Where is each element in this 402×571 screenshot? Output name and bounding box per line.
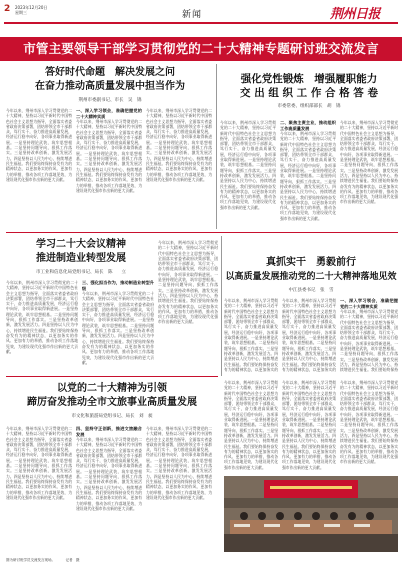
article-1-title-line1: 答好时代命题 解决发展之问	[45, 67, 175, 78]
section-divider	[6, 232, 398, 233]
article-2-col-2: 二、聚焦主责主业，推动组织工作高质量发展 今年以来，荆州市深入学习贯彻党的二十大精神，坚持以习近平新时代中国特色社会主义思想为指导，全面落实省委省政府决策部署，团结带领全市干部群众，笃行实干，奋力推进高质量发展，经济运行稳中向好，各项事业取得新进展。一是坚持理论武装，筑牢思想根基。二是坚持问题导向，狠抓工作落实。三是坚持改革创新，激发发展活力。四是坚持以人民为中心，持续增进民生福祉。我们要始终保持奋发有为的精神状态，以更加务实的作风、更加有力的举措，推动各项工作落地见效，为建设现代化强市作出新的更大贡献。	[280, 120, 336, 221]
article-5-header	[6, 382, 218, 419]
article-1-header	[6, 66, 214, 103]
article-3-title-line2: 推进制造业转型发展	[36, 253, 126, 264]
article-5-col-1: 今年以来，荆州市深入学习贯彻党的二十大精神，坚持以习近平新时代中国特色社会主义思想为指导，全面落实省委省政府决策部署，团结带领全市干部群众，笃行实干，奋力推进高质量发展，经济运行稳中向好，各项事业取得新进展。一是坚持理论武装，筑牢思想根基。二是坚持问题导向，狠抓工作落实。三是坚持改革创新，激发发展活力。四是坚持以人民为中心，持续增进民生福祉。我们要始终保持奋发有为的精神状态，以更加务实的作风、更加有力的举措，推动各项工作落地见效，为建设现代化强市作出新的更大贡献。	[6, 426, 72, 500]
article-2-title-line1: 强化党性锻炼 增强履职能力	[240, 73, 378, 85]
photo-caption: 图为研讨班学员交流发言现场。 记者 摄	[6, 558, 80, 562]
article-2-byline: 市委常委、组织部部长 胡 锦	[277, 104, 341, 109]
article-4-header	[224, 256, 398, 293]
article-3-header	[6, 238, 156, 275]
article-4-col-2: 今年以来，荆州市深入学习贯彻党的二十大精神，坚持以习近平新时代中国特色社会主义思想为指导，全面落实省委省政府决策部署，团结带领全市干部群众，笃行实干，奋力推进高质量发展，经济运行稳中向好，各项事业取得新进展。一是坚持理论武装，筑牢思想根基。二是坚持问题导向，狠抓工作落实。三是坚持改革创新，激发发展活力。四是坚持以人民为中心，持续增进民生福祉。我们要始终保持奋发有为的精神状态，以更加务实的	[282, 298, 336, 372]
article-3-byline: 市工业和信息化局党组书记、局长 陈 立	[36, 270, 126, 275]
article-4-col-4: 今年以来，荆州市深入学习贯彻党的二十大精神，坚持以习近平新时代中国特色社会主义思想为指导，全面落实省委省政府决策部署，团结带领全市干部群众，笃行实干，奋力推进高质量发展，经济运行稳中向好，各项事业取得新进展。一是坚持理论武装，筑牢思想根基。二是坚持问题导向，狠抓工作落实。三是坚持改革创新，激发发展活力。四是坚持以人民为中心，持续增进民生福祉。我们要始终保持奋发有为的精神状态，以更加务实的作风、更加有力的举措，推动各项工作落地见效，为建设现代化强市作出新的更大贡献。	[224, 380, 278, 470]
article-2-title-line2: 交 出 组 织 工 作 合 格 答 卷	[240, 87, 378, 99]
article-2-subhead: 二、聚焦主责主业，推动组织工作高质量发展	[280, 120, 336, 131]
article-3-col-3: 今年以来，荆州市深入学习贯彻党的二十大精神，坚持以习近平新时代中国特色社会主义思想为指导，全面落实省委省政府决策部署，团结带领全市干部群众，笃行实干，奋力推进高质量发展，经济运行稳中向好，各项事业取得新进展。一是坚持理论武装，筑牢思想根基。二是坚持问题导向，狠抓工作落实。三是坚持改革创新，激发发展活力。四是坚持以人民为中心，持续增进民生福祉。我们要始终保持奋发有为的精神状态，以更加务实的作风、更加有力的举措，推动各项工作落地见效，为建设现代化强市作出新的更大贡献。	[158, 240, 218, 325]
article-2-col-1: 今年以来，荆州市深入学习贯彻党的二十大精神，坚持以习近平新时代中国特色社会主义思想为指导，全面落实省委省政府决策部署，团结带领全市干部群众，笃行实干，奋力推进高质量发展，经济运行稳中向好，各项事业取得新进展。一是坚持理论武装，筑牢思想根基。二是坚持问题导向，狠抓工作落实。三是坚持改革创新，激发发展活力。四是坚持以人民为中心，持续增进民生福祉。我们要始终保持奋发有为的精神状态，以更加务实的作风、更加有力的举措，推动各项工作落地见效，为建设现代化强市作出新的更大贡献。	[220, 120, 276, 210]
article-3-col-2: 三、强化担当作为，推动制造业转型升级 今年以来，荆州市深入学习贯彻党的二十大精神，坚持以习近平新时代中国特色社会主义思想为指导，全面落实省委省政府决策部署，团结带领全市干部群众，笃行实干，奋力推进高质量发展，经济运行稳中向好，各项事业取得新进展。一是坚持理论武装，筑牢思想根基。二是坚持问题导向，狠抓工作落实。三是坚持改革创新，激发发展活力。四是坚持以人民为中心，持续增进民生福祉。我们要始终保持奋发有为的精神状态，以更加务实的作风、更加有力的举措，推动各项工作落地见效，为建设现代化强市作出新的更大贡献。	[82, 280, 154, 365]
article-4-col-5: 今年以来，荆州市深入学习贯彻党的二十大精神，坚持以习近平新时代中国特色社会主义思想为指导，全面落实省委省政府决策部署，团结带领全市干部群众，笃行实干，奋力推进高质量发展，经济运行稳中向好，各项事业取得新进展。一是坚持理论武装，筑牢思想根基。二是坚持问题导向，狠抓工作落实。三是坚持改革创新，激发发展活力。四是坚持以人民为中心，持续增进民生福祉。我们要始终保持奋发有为的精神状态，以更加务实的作风、更加有力的举措，推动各项工作落地见效，为建设现代化强市作出新的更大贡献。	[282, 380, 336, 470]
article-4-col-3: 一、深入学习领会，准确把握党的二十大精神实质 今年以来，荆州市深入学习贯彻党的二十大精神，坚持以习近平新时代中国特色社会主义思想为指导，全面落实省委省政府决策部署，团结带领全市干部群众，笃行实干，奋力推进高质量发展，经济运行稳中向好，各项事业取得新进展。一是坚持理论武装，筑牢思想根基。二是坚持问题导向，狠抓工作落实。三是坚持改革创新，激发发展活力。四是坚持以人民为中心，持续增进民生福祉。我们要始终保持	[340, 298, 398, 372]
article-1-subhead: 一、深入学习领会，准确把握党的二十大精神实质	[76, 108, 142, 119]
newspaper-logo: 荆州日报	[330, 7, 381, 22]
banner-headline: 市管主要领导干部学习贯彻党的二十大精神专题研讨班交流发言	[0, 37, 402, 61]
article-1-byline: 荆州市委副书记、市长 吴 锦	[78, 98, 142, 103]
article-3-subhead: 三、强化担当作为，推动制造业转型升级	[82, 280, 154, 291]
article-2-header	[220, 72, 398, 109]
article-5-col-3: 今年以来，荆州市深入学习贯彻党的二十大精神，坚持以习近平新时代中国特色社会主义思想为指导，全面落实省委省政府决策部署，团结带领全市干部群众，笃行实干，奋力推进高质量发展，经济运行稳中向好，各项事业取得新进展。一是坚持理论武装，筑牢思想根基。二是坚持问题导向，狠抓工作落实。三是坚持改革创新，激发发展活力。四是坚持以人民为中心，持续增进民生福祉。我们要始终保持奋发有为的精神状态，以更加务实的作风、更加有力的举措，推动各项工作落地见效，为建设现代化强市作出新的更大贡献。	[146, 426, 212, 500]
article-4-col-1: 今年以来，荆州市深入学习贯彻党的二十大精神，坚持以习近平新时代中国特色社会主义思想为指导，全面落实省委省政府决策部署，团结带领全市干部群众，笃行实干，奋力推进高质量发展，经济运行稳中向好，各项事业取得新进展。一是坚持理论武装，筑牢思想根基。二是坚持问题导向，狠抓工作落实。三是坚持改革创新，激发发展活力。四是坚持以人民为中心，持续增进民生福祉。我们要始终保持奋发有为的精神状态，以更加务实的	[224, 298, 278, 372]
article-5-title-line2: 蹄厉奋发推动全市文旅事业高质量发展	[27, 397, 197, 408]
article-2-col-3: 今年以来，荆州市深入学习贯彻党的二十大精神，坚持以习近平新时代中国特色社会主义思想为指导，全面落实省委省政府决策部署，团结带领全市干部群众，笃行实干，奋力推进高质量发展，经济运行稳中向好，各项事业取得新进展。一是坚持理论武装，筑牢思想根基。二是坚持问题导向，狠抓工作落实。三是坚持改革创新，激发发展活力。四是坚持以人民为中心，持续增进民生福祉。我们要始终保持奋发有为的精神状态，以更加务实的作风、更加有力的举措，推动各项工作落地见效，为建设现代化强市作出新的更大贡献。	[340, 120, 398, 205]
article-5-byline: 市文化和旅游局党组书记、局长 刘 昶	[71, 414, 153, 419]
issue-date: 2023年12月20日 星期三	[15, 5, 48, 15]
masthead	[0, 0, 402, 32]
article-1-title-line2: 在奋力推动高质量发展中担当作为	[35, 81, 185, 92]
article-4-byline: 中江县委书记 张 雪	[288, 288, 334, 293]
article-1-col-2: 一、深入学习领会，准确把握党的二十大精神实质 今年以来，荆州市深入学习贯彻党的二十大精神，坚持以习近平新时代中国特色社会主义思想为指导，全面落实省委省政府决策部署，团结带领全市干部群众，笃行实干，奋力推进高质量发展，经济运行稳中向好，各项事业取得新进展。一是坚持理论武装，筑牢思想根基。二是坚持问题导向，狠抓工作落实。三是坚持改革创新，激发发展活力。四是坚持以人民为中心，持续增进民生福祉。我们要始终保持奋发有为的精神状态，以更加务实的作风、更加有力的举措，推动各项工作落地见效，为建设现代化强市作出新的更大贡献。	[76, 108, 142, 193]
section-divider	[6, 376, 218, 377]
article-5-subhead: 四、坚持守正创新，推进文旅融合发展	[76, 426, 142, 437]
article-1-col-3: 今年以来，荆州市深入学习贯彻党的二十大精神，坚持以习近平新时代中国特色社会主义思想为指导，全面落实省委省政府决策部署，团结带领全市干部群众，笃行实干，奋力推进高质量发展，经济运行稳中向好，各项事业取得新进展。一是坚持理论武装，筑牢思想根基。二是坚持问题导向，狠抓工作落实。三是坚持改革创新，激发发展活力。四是坚持以人民为中心，持续增进民生福祉。我们要始终保持奋发有为的精神状态，以更加务实的作风、更加有力的举措，推动各项工作落地见效，为建设现代化强市作出新的更大贡献。	[146, 108, 212, 182]
page-number: 2	[4, 4, 11, 14]
article-3-title-line1: 学习二十大会议精神	[36, 239, 126, 250]
article-3-col-1: 今年以来，荆州市深入学习贯彻党的二十大精神，坚持以习近平新时代中国特色社会主义思想为指导，全面落实省委省政府决策部署，团结带领全市干部群众，笃行实干，奋力推进高质量发展，经济运行稳中向好，各项事业取得新进展。一是坚持理论武装，筑牢思想根基。二是坚持问题导向，狠抓工作落实。三是坚持改革创新，激发发展活力。四是坚持以人民为中心，持续增进民生福祉。我们要始终保持奋发有为的精神状态，以更加务实的作风、更加有力的举措，推动各项工作落地见效，为建设现代化强市作出新的更大贡献。	[6, 280, 78, 354]
masthead-rule	[4, 22, 398, 24]
article-4-subhead: 一、深入学习领会，准确把握党的二十大精神实质	[340, 298, 398, 309]
article-5-col-2: 四、坚持守正创新，推进文旅融合发展 今年以来，荆州市深入学习贯彻党的二十大精神，坚持以习近平新时代中国特色社会主义思想为指导，全面落实省委省政府决策部署，团结带领全市干部群众，笃行实干，奋力推进高质量发展，经济运行稳中向好，各项事业取得新进展。一是坚持理论武装，筑牢思想根基。二是坚持问题导向，狠抓工作落实。三是坚持改革创新，激发发展活力。四是坚持以人民为中心，持续增进民生福祉。我们要始终保持奋发有为的精神状态，以更加务实的作风、更加有力的举措，推动各项工作落地见效，为建设现代化强市作出新的更大贡献。	[76, 426, 142, 511]
column-divider	[221, 236, 222, 376]
column-divider	[216, 64, 217, 229]
event-photo	[224, 476, 398, 552]
article-4-title-line2: 以高质量发展推动党的二十大精神落地见效	[225, 272, 397, 282]
section-label: 新闻	[182, 10, 203, 20]
article-1-col-1: 今年以来，荆州市深入学习贯彻党的二十大精神，坚持以习近平新时代中国特色社会主义思想为指导，全面落实省委省政府决策部署，团结带领全市干部群众，笃行实干，奋力推进高质量发展，经济运行稳中向好，各项事业取得新进展。一是坚持理论武装，筑牢思想根基。二是坚持问题导向，狠抓工作落实。三是坚持改革创新，激发发展活力。四是坚持以人民为中心，持续增进民生福祉。我们要始终保持奋发有为的精神状态，以更加务实的作风、更加有力的举措，推动各项工作落地见效，为建设现代化强市作出新的更大贡献。	[6, 108, 72, 182]
article-4-col-6: 今年以来，荆州市深入学习贯彻党的二十大精神，坚持以习近平新时代中国特色社会主义思想为指导，全面落实省委省政府决策部署，团结带领全市干部群众，笃行实干，奋力推进高质量发展，经济运行稳中向好，各项事业取得新进展。一是坚持理论武装，筑牢思想根基。二是坚持问题导向，狠抓工作落实。三是坚持改革创新，激发发展活力。四是坚持以人民为中心，持续增进民生福祉。我们要始终保持奋发有为的精神状态，以更加务实的作风、更加有力的举措，推动各项工作落地见效，为建设现代化强市作出新的更大贡献。	[340, 380, 398, 465]
event-photo-drawing	[224, 476, 398, 552]
article-5-title-line1: 以党的二十大精神为引领	[57, 383, 167, 394]
article-4-title-line1: 真抓实干 勇毅前行	[266, 257, 356, 268]
